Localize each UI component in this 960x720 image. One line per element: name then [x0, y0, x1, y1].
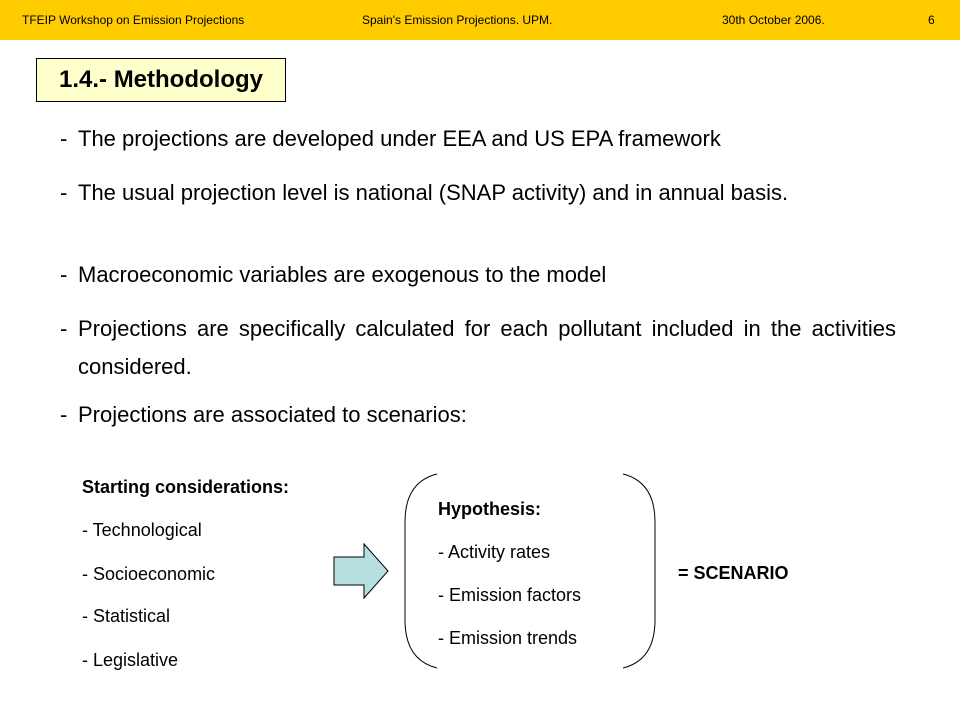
- hypothesis-heading: Hypothesis:: [438, 499, 542, 519]
- header-presentation: Spain's Emission Projections. UPM.: [362, 13, 553, 27]
- bullet-dash: -: [60, 402, 68, 427]
- bullet-text: The usual projection level is national (SNAP activity) and in annual basis.: [78, 180, 789, 205]
- scenario-result: = SCENARIO: [678, 563, 789, 583]
- bullet-item: [60, 174, 896, 212]
- header-workshop: TFEIP Workshop on Emission Projections: [22, 13, 245, 27]
- header-bar: [0, 0, 960, 40]
- slide-title: 1.4.- Methodology: [36, 58, 286, 102]
- bullet-dash: -: [60, 316, 68, 341]
- bullet-text: Macroeconomic variables are exogenous to the model: [78, 262, 607, 287]
- hypothesis-item: - Emission trends: [438, 628, 578, 648]
- hypothesis-item: - Emission factors: [438, 585, 582, 605]
- bullet-item: [60, 396, 896, 434]
- hypothesis-item: - Activity rates: [438, 542, 551, 562]
- starting-item: - Legislative: [82, 650, 179, 670]
- right-arrow-icon: [330, 540, 392, 602]
- bullet-item: [60, 310, 896, 386]
- starting-heading: Starting considerations:: [82, 477, 290, 497]
- bullet-text: The projections are developed under EEA and US EPA framework: [78, 126, 721, 151]
- starting-item: - Technological: [82, 520, 202, 540]
- header-date: 30th October 2006.: [722, 13, 825, 27]
- bullet-dash: -: [60, 262, 68, 287]
- starting-item: - Socioeconomic: [82, 564, 216, 584]
- bullet-item: [60, 120, 896, 158]
- bullet-text: Projections are associated to scenarios:: [78, 402, 467, 427]
- bullet-dash: -: [60, 126, 68, 151]
- bullet-item: [60, 256, 896, 294]
- header-page-number: 6: [928, 13, 935, 27]
- bullet-dash: -: [60, 180, 68, 205]
- bullet-text: Projections are specifically calculated for each pollutant included in the activities considered.: [78, 316, 896, 379]
- starting-item: - Statistical: [82, 606, 171, 626]
